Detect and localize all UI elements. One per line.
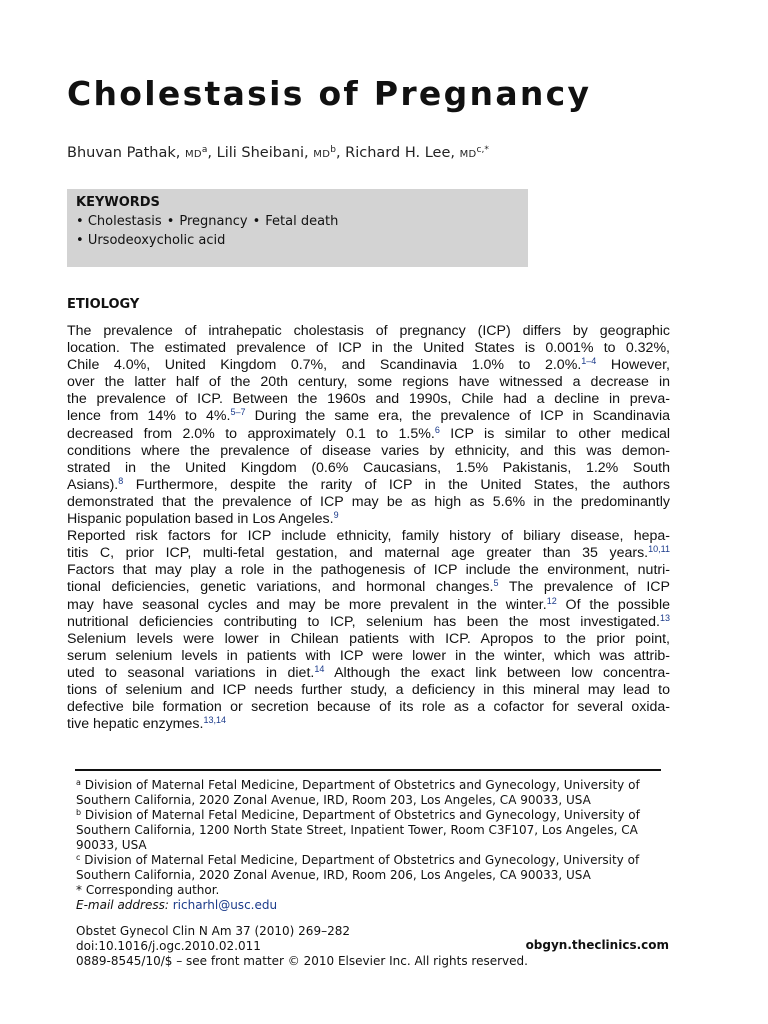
text-line: the prevalence of ICP. Between the 1960s and 1990s, Chile had a decline in preva- bbox=[67, 391, 670, 408]
footnote-c-line1: Division of Maternal Fetal Medicine, Department of Obstetrics and Gynecology, University of bbox=[80, 853, 640, 867]
text-line: tional deficiencies, genetic variations, and hormonal changes.$^5$ The prevalence of ICP bbox=[67, 578, 670, 596]
paragraph-prevalence bbox=[67, 323, 670, 528]
bullet-icon: • bbox=[76, 233, 88, 248]
text-line: decreased from 2.0% to approximately 0.1 to 1.5%.$^6$ ICP is similar to other medical bbox=[67, 424, 670, 442]
keywords-heading: KEYWORDS bbox=[76, 195, 160, 210]
footnote-rule bbox=[75, 769, 661, 771]
footnote-c bbox=[76, 853, 671, 883]
email-link[interactable]: richarhl@usc.edu bbox=[172, 898, 278, 912]
author-degree: MD bbox=[184, 149, 202, 160]
text-line: conditions where the prevalence of disease varies by ethnicity, and this was demon- bbox=[67, 442, 670, 459]
author-affiliation-mark: c,* bbox=[476, 145, 489, 155]
footnote-b-line2: Southern California, 1200 North State Street, Inpatient Tower, Room C3F107, Los Angeles, CA bbox=[76, 823, 638, 837]
text-line: lence from 14% to 4%.$^{5-7}$ During the same era, the prevalence of ICP in Scandinavia bbox=[67, 407, 670, 425]
footnote-b-line3: 90033, USA bbox=[76, 838, 147, 852]
corresponding-author-note: * Corresponding author. bbox=[76, 883, 220, 897]
text-line: Chile 4.0%, United Kingdom 0.7%, and Scandinavia 1.0% to 2.0%.$^{1-4}$ However, bbox=[67, 356, 670, 374]
author-degree: MD bbox=[459, 149, 477, 160]
keyword: Cholestasis bbox=[87, 214, 162, 229]
bullet-icon: • bbox=[76, 214, 88, 229]
keyword: Fetal death bbox=[265, 214, 339, 229]
keyword: Pregnancy bbox=[179, 214, 248, 229]
text-line: serum selenium levels in patients with ICP were lower in the winter, which was attrib- bbox=[67, 647, 670, 664]
text-line: defective bile formation or secretion because of its role as a cofactor for several oxida- bbox=[67, 699, 670, 716]
footnote-corresponding bbox=[76, 883, 671, 913]
reference-citation[interactable]: 13 bbox=[659, 612, 670, 623]
reference-citation[interactable]: 1–4 bbox=[581, 356, 597, 367]
keywords-line-2 bbox=[76, 233, 519, 248]
text-line: demonstrated that the prevalence of ICP may be as high as 5.6% in the predominantly bbox=[67, 493, 670, 510]
body-text bbox=[67, 323, 670, 733]
article-title: Cholestasis of Pregnancy bbox=[67, 74, 592, 113]
footnote-b-mark: b bbox=[76, 808, 82, 817]
text-line: Reported risk factors for ICP include ethnicity, family history of biliary disease, hepa- bbox=[67, 528, 670, 545]
author-affiliation-mark: a bbox=[201, 145, 208, 155]
keyword: Ursodeoxycholic acid bbox=[87, 233, 226, 248]
footnote-a-line1: Division of Maternal Fetal Medicine, Department of Obstetrics and Gynecology, University of bbox=[80, 778, 640, 792]
footnote-a bbox=[76, 778, 671, 808]
email-label: E-mail address: bbox=[76, 898, 169, 912]
text-line: location. The estimated prevalence of ICP in the United States is 0.001% to 0.32%, bbox=[67, 340, 670, 357]
author-affiliation-mark: b bbox=[330, 145, 336, 155]
reference-citation[interactable]: 6 bbox=[434, 424, 440, 435]
author-separator: , bbox=[335, 145, 346, 161]
author-name: Richard H. Lee, bbox=[345, 145, 460, 161]
footnote-c-line2: Southern California, 2020 Zonal Avenue, IRD, Room 206, Los Angeles, CA 90033, USA bbox=[76, 868, 591, 882]
text-line: titis C, prior ICP, multi-fetal gestation, and maternal age greater than 35 years.$^{10,11}$ bbox=[67, 544, 670, 562]
journal-citation: Obstet Gynecol Clin N Am 37 (2010) 269–282 bbox=[76, 924, 350, 938]
text-line: The prevalence of intrahepatic cholestasis of pregnancy (ICP) differs by geographic bbox=[67, 323, 670, 339]
text-line: Hispanic population based in Los Angeles.$^9$ bbox=[67, 510, 339, 528]
reference-citation[interactable]: 8 bbox=[118, 475, 124, 486]
text-line: tive hepatic enzymes.$^{13,14}$ bbox=[67, 715, 226, 733]
keywords-box bbox=[67, 189, 528, 267]
footnote-b-line1: Division of Maternal Fetal Medicine, Department of Obstetrics and Gynecology, University of bbox=[81, 808, 640, 822]
reference-citation[interactable]: 10,11 bbox=[648, 544, 670, 555]
text-line: Asians).$^8$ Furthermore, despite the rarity of ICP in the United States, the authors bbox=[67, 475, 670, 493]
author-degree: MD bbox=[313, 149, 331, 160]
footnote-a-line2: Southern California, 2020 Zonal Avenue, IRD, Room 203, Los Angeles, CA 90033, USA bbox=[76, 793, 591, 807]
copyright-line: 0889-8545/10/$ – see front matter © 2010 Elsevier Inc. All rights reserved. bbox=[76, 954, 528, 968]
reference-citation[interactable]: 9 bbox=[333, 510, 339, 521]
author-name: Bhuvan Pathak, bbox=[67, 145, 185, 161]
text-line: nutritional deficiencies contributing to ICP, selenium has been the most investigated.$^{13}$ bbox=[67, 612, 670, 630]
reference-citation[interactable]: 13,14 bbox=[203, 715, 226, 726]
bullet-separator: • bbox=[252, 214, 261, 229]
text-line: Factors that may play a role in the pathogenesis of ICP include the environment, nutri- bbox=[67, 562, 670, 579]
journal-website[interactable]: obgyn.theclinics.com bbox=[525, 938, 669, 952]
doi[interactable]: doi:10.1016/j.ogc.2010.02.011 bbox=[76, 939, 261, 953]
text-line: may have seasonal cycles and may be more prevalent in the winter.$^{12}$ Of the possible bbox=[67, 595, 670, 613]
bullet-separator: • bbox=[166, 214, 175, 229]
keywords-line-1 bbox=[76, 214, 519, 229]
reference-citation[interactable]: 12 bbox=[546, 595, 557, 606]
author-list bbox=[67, 145, 489, 161]
author-separator: , bbox=[207, 145, 217, 161]
text-line: over the latter half of the 20th century, some regions have witnessed a decrease in bbox=[67, 374, 670, 391]
footnote-a-mark: a bbox=[76, 778, 81, 787]
reference-citation[interactable]: 5–7 bbox=[230, 407, 246, 418]
footnote-c-mark: c bbox=[76, 853, 81, 862]
section-heading: ETIOLOGY bbox=[67, 297, 140, 312]
reference-citation[interactable]: 14 bbox=[314, 663, 325, 674]
text-line: Selenium levels were lower in Chilean patients with ICP. Apropos to the prior point, bbox=[67, 630, 670, 647]
paragraph-risk-factors bbox=[67, 528, 670, 733]
author-name: Lili Sheibani, bbox=[216, 145, 314, 161]
text-line: strated in the United Kingdom (0.6% Caucasians, 1.5% Pakistanis, 1.2% South bbox=[67, 459, 670, 476]
reference-citation[interactable]: 5 bbox=[493, 578, 499, 589]
footnote-b bbox=[76, 808, 671, 853]
text-line: tions of selenium and ICP needs further study, a deficiency in this mineral may lead to bbox=[67, 681, 670, 698]
text-line: uted to seasonal variations in diet.$^{14}$ Although the exact link between low concentra- bbox=[67, 663, 670, 681]
